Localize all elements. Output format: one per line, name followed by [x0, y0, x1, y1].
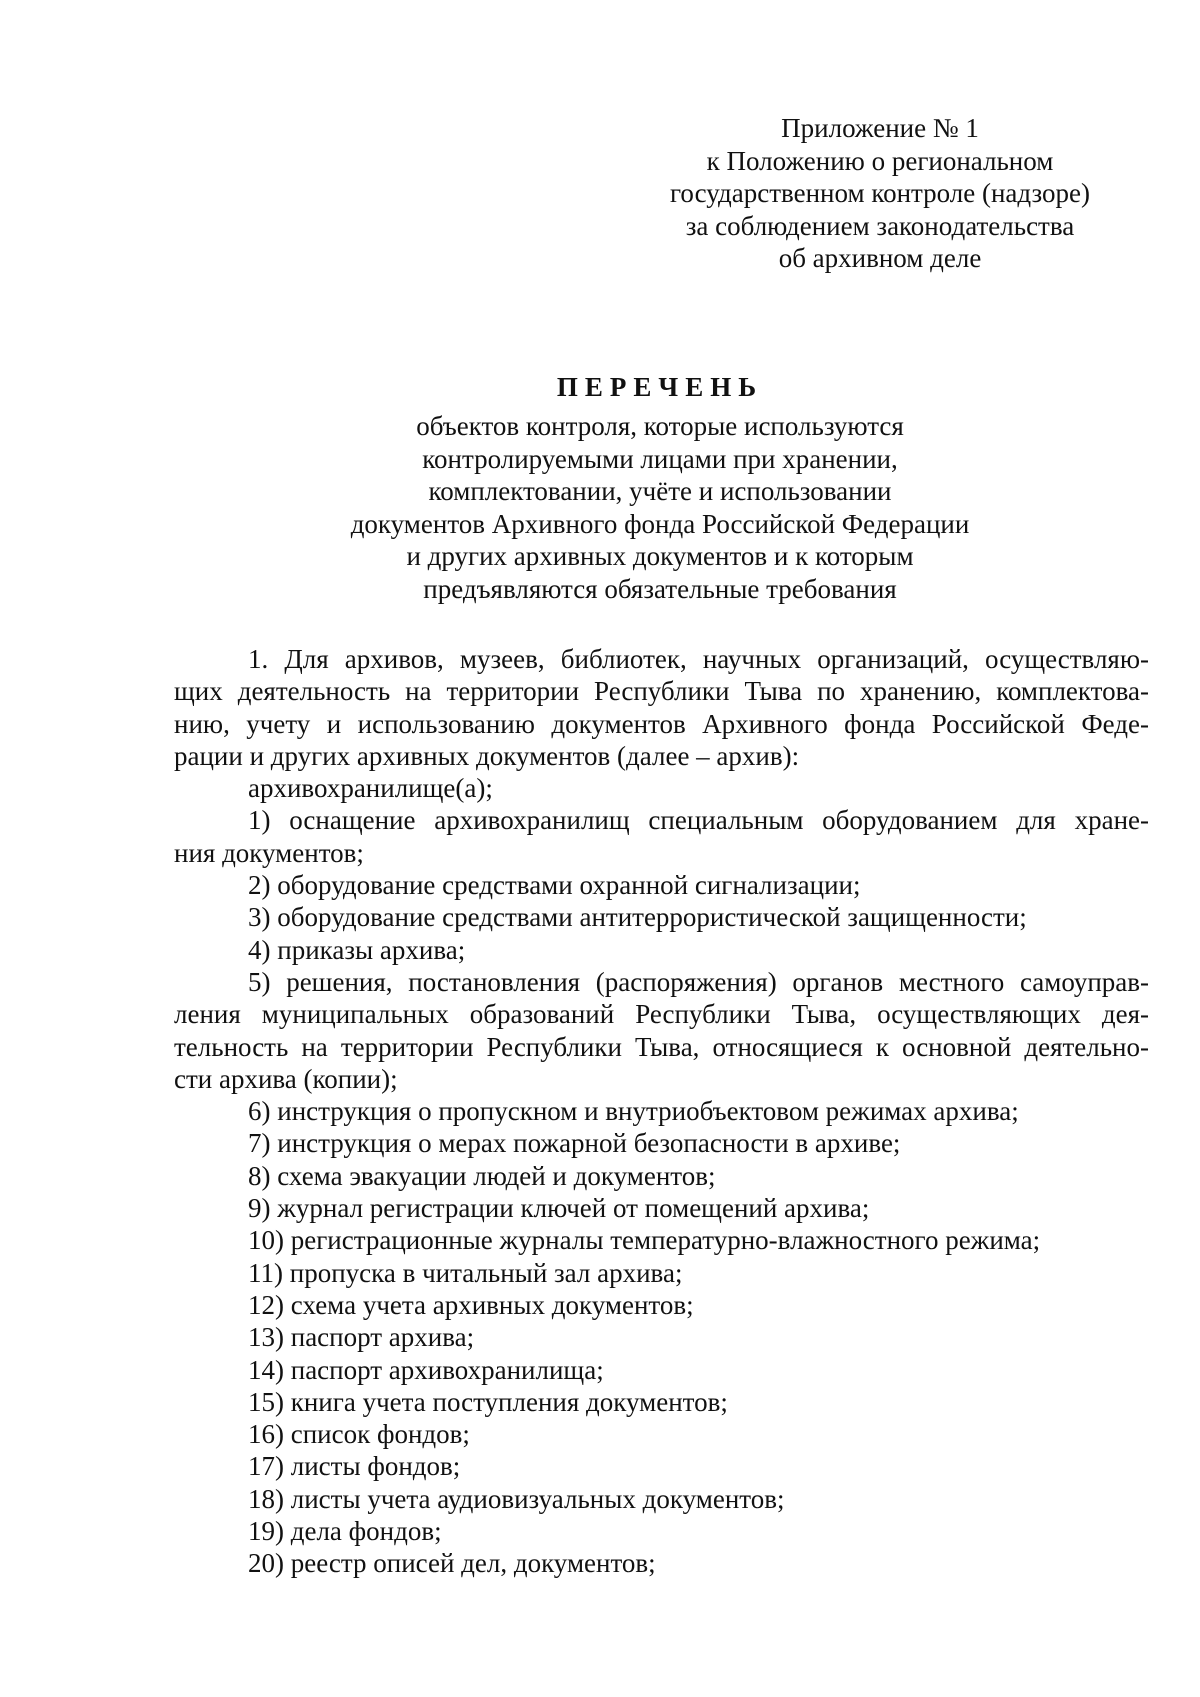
subtitle-line: контролируемыми лицами при хранении,: [422, 443, 898, 474]
list-item-20: 20) реестр описей дел, документов;: [248, 1548, 656, 1579]
list-item-12: 12) схема учета архивных документов;: [248, 1289, 694, 1320]
list-item-15: 15) книга учета поступления документов;: [248, 1386, 728, 1417]
document-body: [174, 643, 1149, 1580]
list-item-11: 11) пропуска в читальный зал архива;: [248, 1257, 683, 1288]
list-item-2: 2) оборудование средствами охранной сигнализации;: [248, 870, 861, 901]
list-item-1: [174, 804, 1149, 869]
paragraph-line: 1) оснащение архивохранилищ специальным оборудованием для хране-: [248, 805, 1149, 836]
list-item-6: 6) инструкция о пропускном и внутриобъектовом режимах архива;: [248, 1096, 1019, 1127]
appendix-line: об архивном деле: [778, 243, 982, 273]
paragraph-line: щих деятельность на территории Республики Тыва по хранению, комплектова-: [174, 676, 1149, 707]
document-subtitle: [0, 410, 1200, 605]
list-item-10: 10) регистрационные журналы температурно-влажностного режима;: [248, 1225, 1041, 1256]
appendix-line: к Положению о региональном: [706, 145, 1054, 176]
subtitle-line: предъявляются обязательные требования: [423, 573, 897, 604]
paragraph-line: нию, учету и использованию документов Архивного фонда Российской Феде-: [174, 708, 1149, 739]
list-item-19: 19) дела фондов;: [248, 1516, 442, 1547]
list-item-4: 4) приказы архива;: [248, 934, 466, 965]
subtitle-line: объектов контроля, которые используются: [416, 411, 904, 441]
appendix-line: за соблюдением законодательства: [685, 210, 1075, 241]
list-item-17: 17) листы фондов;: [248, 1451, 461, 1482]
paragraph-line: сти архива (копии);: [174, 1063, 398, 1094]
paragraph-line: ления муниципальных образований Республики Тыва, осуществляющих дея-: [174, 999, 1149, 1030]
subtitle-line: документов Архивного фонда Российской Федерации: [350, 508, 970, 539]
subtitle-line: и других архивных документов и к которым: [406, 541, 914, 571]
appendix-header: [620, 112, 1140, 275]
paragraph-line: тельность на территории Республики Тыва, относящиеся к основной деятельно-: [174, 1031, 1149, 1062]
subtitle-line: комплектовании, учёте и использовании: [428, 476, 892, 506]
appendix-line: Приложение № 1: [781, 113, 979, 143]
paragraph-1: [174, 643, 1149, 772]
paragraph-line: 5) решения, постановления (распоряжения) органов местного самоуправ-: [248, 966, 1149, 997]
list-item-16: 16) список фондов;: [248, 1419, 470, 1450]
list-item-9: 9) журнал регистрации ключей от помещений архива;: [248, 1193, 870, 1224]
list-item-7: 7) инструкция о мерах пожарной безопасности в архиве;: [248, 1128, 901, 1159]
list-item-13: 13) паспорт архива;: [248, 1322, 475, 1353]
list-item-18: 18) листы учета аудиовизуальных документов;: [248, 1483, 785, 1514]
list-item-3: 3) оборудование средствами антитеррористической защищенности;: [248, 902, 1027, 933]
paragraph-line: 1. Для архивов, музеев, библиотек, научных организаций, осуществляю-: [248, 644, 1149, 674]
paragraph-line: рации и других архивных документов (далее – архив):: [174, 740, 800, 771]
list-item-8: 8) схема эвакуации людей и документов;: [248, 1160, 716, 1191]
paragraph-line: ния документов;: [174, 837, 364, 868]
list-item-5: [174, 966, 1149, 1095]
list-item-14: 14) паспорт архивохранилища;: [248, 1354, 604, 1385]
document-title: ПЕРЕЧЕНЬ: [556, 372, 764, 402]
appendix-line: государственном контроле (надзоре): [670, 178, 1090, 208]
list-item-storage: архивохранилище(а);: [248, 773, 493, 804]
